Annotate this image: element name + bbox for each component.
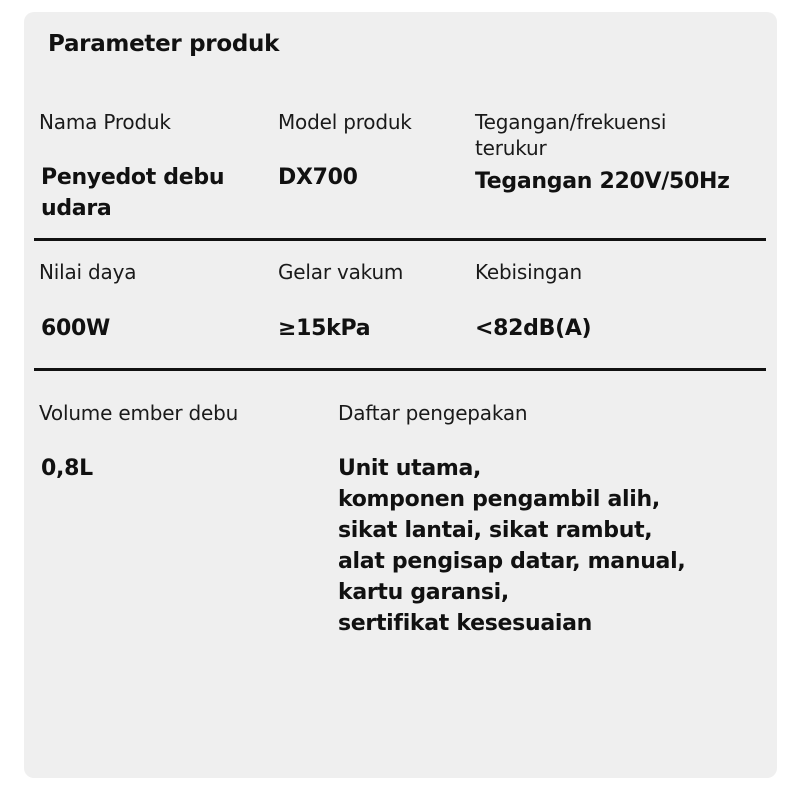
packing-list-item: kartu garansi,: [338, 580, 509, 605]
vacuum-label: Gelar vakum: [278, 260, 404, 284]
model-value: DX700: [278, 165, 358, 190]
power-label: Nilai daya: [39, 260, 137, 284]
packing-list-item: komponen pengambil alih,: [338, 487, 660, 512]
product-name-label: Nama Produk: [39, 110, 171, 134]
product-name-value: Penyedot debu udara: [41, 165, 225, 221]
divider-2: [34, 368, 766, 371]
dust-bin-label: Volume ember debu: [39, 401, 239, 425]
packing-list-item: alat pengisap datar, manual,: [338, 549, 686, 574]
rated-voltage-value: Tegangan 220V/50Hz: [475, 169, 730, 194]
packing-list-item: sikat lantai, sikat rambut,: [338, 518, 653, 543]
packing-list-item: sertifikat kesesuaian: [338, 611, 593, 636]
model-label: Model produk: [278, 110, 412, 134]
power-value: 600W: [41, 316, 110, 341]
section-title: Parameter produk: [48, 31, 280, 57]
divider-1: [34, 238, 766, 241]
noise-label: Kebisingan: [475, 260, 582, 284]
packing-list-label: Daftar pengepakan: [338, 401, 528, 425]
noise-value: <82dB(A): [475, 316, 592, 341]
rated-voltage-label: Tegangan/frekuensi terukur: [475, 110, 667, 160]
dust-bin-value: 0,8L: [41, 456, 93, 481]
packing-list: [338, 453, 685, 639]
packing-list-item: Unit utama,: [338, 456, 482, 481]
vacuum-value: ≥15kPa: [278, 316, 371, 341]
